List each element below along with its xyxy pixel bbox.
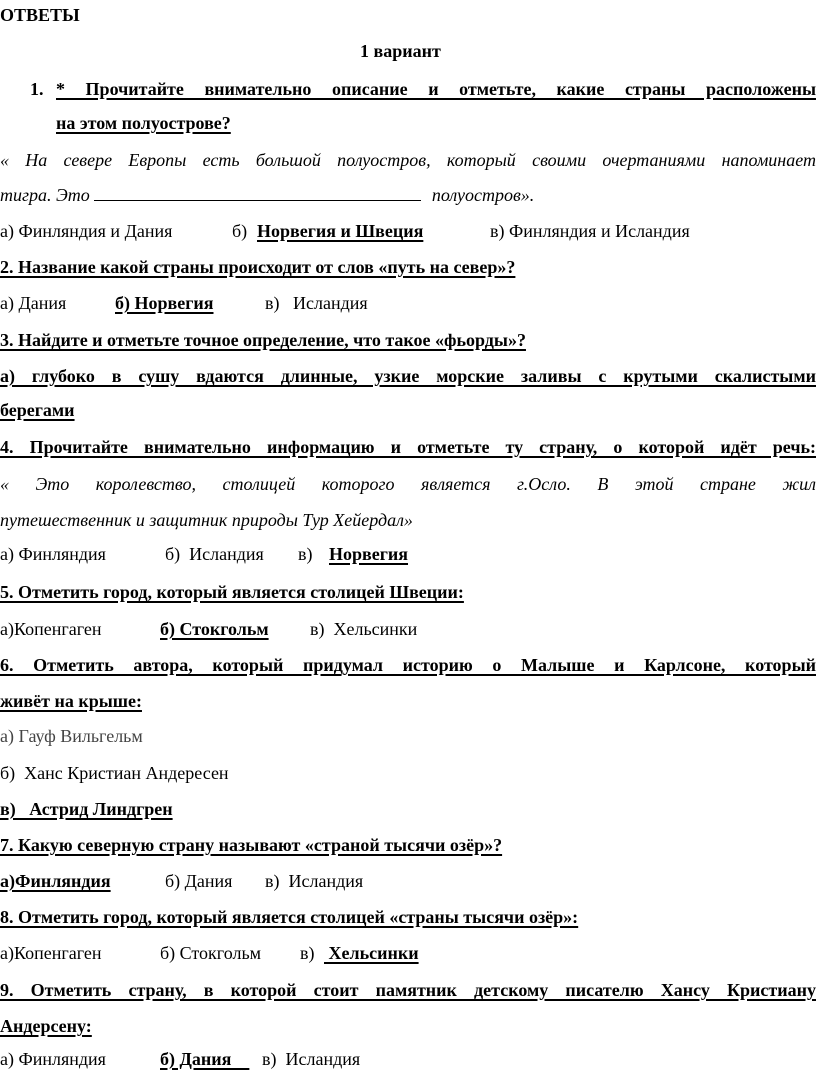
q3-question: 3. Найдите и отметьте точное определение, что такое «фьорды»? xyxy=(0,330,526,350)
q5-question: 5. Отметить город, который является столицей Швеции: xyxy=(0,582,464,602)
q1-option-a: а) Финляндия и Дания xyxy=(0,221,173,241)
q9-option-a: а) Финляндия xyxy=(0,1049,106,1069)
q8-option-c-label: в) xyxy=(300,943,315,963)
q6-question-line1: 6. Отметить автора, который придумал историю о Малыше и Карлсоне, который xyxy=(0,655,816,675)
q4-option-c-answer: Норвегия xyxy=(329,544,409,564)
q5-option-b-answer: б) Стокгольм xyxy=(160,619,269,639)
q4-option-a: а) Финляндия xyxy=(0,544,106,564)
q2-question: 2. Название какой страны происходит от слов «путь на север»? xyxy=(0,257,516,277)
q8-option-c-answer: Хельсинки xyxy=(324,943,419,963)
q5-option-c: в) Хельсинки xyxy=(310,619,418,639)
q8-option-b: б) Стокгольм xyxy=(160,943,262,963)
q2-option-c: в) Исландия xyxy=(265,293,368,313)
q6-option-a: а) Гауф Вильгельм xyxy=(0,726,143,746)
q1-passage-line1: « На севере Европы есть большой полуостров, который своими очертаниями напоминает xyxy=(0,150,816,170)
q6-option-c-answer: в) Астрид Линдгрен xyxy=(0,799,173,819)
q8-option-a: а)Копенгаген xyxy=(0,943,102,963)
q2-option-b-answer: б) Норвегия xyxy=(115,293,214,313)
q9-option-c: в) Исландия xyxy=(262,1049,361,1069)
q1-passage-start: тигра. Это xyxy=(0,185,90,205)
q1-option-c: в) Финляндия и Исландия xyxy=(490,221,690,241)
q4-option-b: б) Исландия xyxy=(165,544,264,564)
q9-question-line2: Андерсену: xyxy=(0,1016,92,1036)
q1-option-b-answer: Норвегия и Швеция xyxy=(257,221,424,241)
q5-option-a: а)Копенгаген xyxy=(0,619,102,639)
q1-passage-line2 xyxy=(0,186,534,204)
q8-question: 8. Отметить город, который является столицей «страны тысячи озёр»: xyxy=(0,907,579,927)
q7-option-a-answer: а)Финляндия xyxy=(0,871,111,891)
variant-title: 1 вариант xyxy=(360,41,441,61)
q6-question-line2: живёт на крыше: xyxy=(0,691,142,711)
q9-option-b-answer: б) Дания xyxy=(160,1049,250,1069)
q3-answer-line1: а) глубоко в сушу вдаются длинные, узкие морские заливы с крутыми скалистыми xyxy=(0,366,816,386)
q1-question-line2: на этом полуострове? xyxy=(56,113,231,133)
q2-option-a: а) Дания xyxy=(0,293,67,313)
q1-option-b-label: б) xyxy=(232,221,252,241)
q4-option-c-label: в) xyxy=(298,544,313,564)
q7-option-b: б) Дания xyxy=(165,871,233,891)
q1-passage-end: полуостров». xyxy=(431,185,535,205)
q1-number: 1. xyxy=(30,79,44,99)
q9-question-line1: 9. Отметить страну, в которой стоит памятник детскому писателю Хансу Кристиану xyxy=(0,980,816,1000)
header-title: ОТВЕТЫ xyxy=(0,5,80,25)
q4-passage-line1: « Это королевство, столицей которого является г.Осло. В этой стране жил xyxy=(0,474,816,494)
q6-option-b: б) Ханс Кристиан Андересен xyxy=(0,763,229,783)
q1-answer-blank xyxy=(94,186,421,201)
q7-option-c: в) Исландия xyxy=(265,871,364,891)
q3-answer-line2: берегами xyxy=(0,400,75,420)
q4-question: 4. Прочитайте внимательно информацию и отметьте ту страну, о которой идёт речь: xyxy=(0,437,816,457)
q1-question-line1: * Прочитайте внимательно описание и отметьте, какие страны расположены xyxy=(56,79,816,99)
q7-question: 7. Какую северную страну называют «страной тысячи озёр»? xyxy=(0,835,503,855)
q4-passage-line2: путешественник и защитник природы Тур Хейердал» xyxy=(0,510,413,530)
